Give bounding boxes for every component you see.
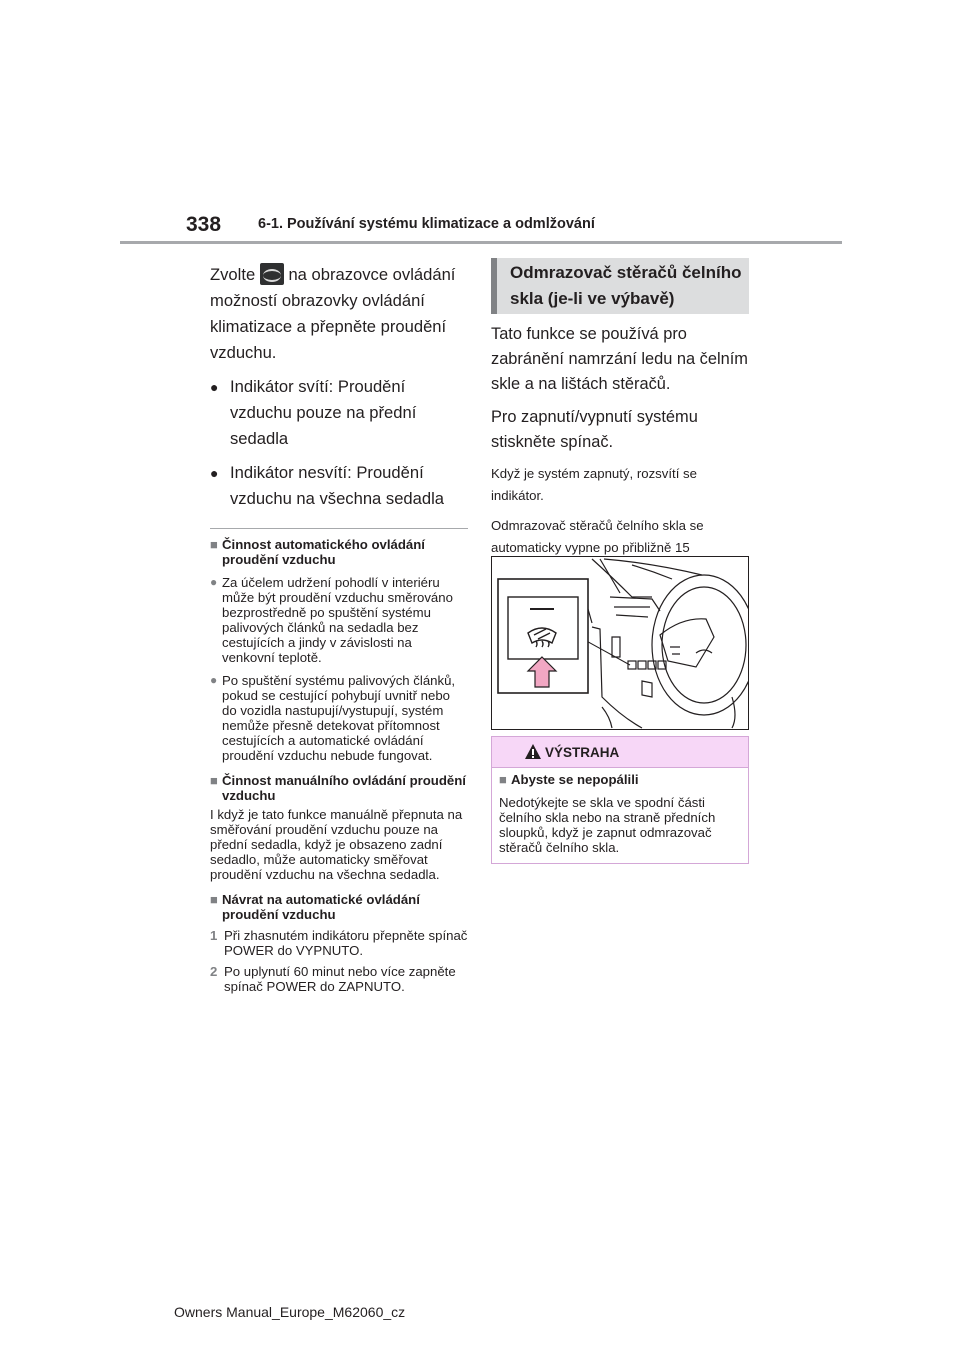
left-column	[210, 262, 468, 994]
body-paragraph: Tato funkce se používá pro zabránění namrzání ledu na čelním skle a na lištách stěračů.	[491, 325, 748, 393]
warning-heading: Abyste se nepopálili	[511, 772, 639, 787]
manual-heading: Činnost manuálního ovládání proudění vzduchu	[222, 773, 466, 803]
circle-bullet-item	[210, 673, 468, 763]
circle-bullet-item	[210, 575, 468, 665]
body-paragraph: Pro zapnutí/vypnutí systému stiskněte spínač.	[491, 408, 698, 451]
step-text: Při zhasnutém indikátoru přepněte spínač POWER do VYPNUTO.	[224, 928, 468, 958]
bullet-dot-icon: ●	[210, 465, 219, 481]
warning-box	[491, 736, 749, 864]
right-column	[491, 258, 749, 581]
intro-after: na obrazovce ovládání možností obrazovky ovládání klimatizace a přepněte proudění vzduchu.	[210, 265, 456, 362]
section-title-box	[491, 258, 749, 314]
step-item	[210, 928, 468, 958]
bullet-item	[210, 460, 468, 512]
square-bullet-icon: ■	[210, 892, 218, 907]
square-bullet-icon: ■	[499, 772, 507, 787]
note-paragraph: Odmrazovač stěračů čelního skla se automaticky vypne po přibližně 15	[491, 518, 704, 555]
intro-before: Zvolte	[210, 265, 256, 284]
warning-body	[492, 768, 748, 855]
return-heading: Návrat na automatické ovládání proudění vzduchu	[222, 892, 420, 922]
step-item	[210, 964, 468, 994]
footer-text: Owners Manual_Europe_M62060_cz	[174, 1304, 406, 1320]
section-title: Odmrazovač stěračů čelního skla (je-li ve výbavě)	[510, 263, 742, 308]
warning-triangle-icon	[524, 743, 542, 760]
auto-item-text: Po spuštění systému palivových článků, pokud se cestující pohybují uvnitř nebo do vozidla nastupují/vystupují, systém nemůže přesně detekovat přítomnost cestujících a automatické ovládání proudění vzduchu nebude fungovat.	[222, 673, 456, 763]
square-bullet-icon: ■	[210, 773, 218, 788]
square-bullet-icon: ■	[210, 537, 218, 552]
step-number: 2	[210, 964, 218, 979]
subheading	[210, 892, 468, 922]
chapter-title: 6-1. Používání systému klimatizace a odmlžování	[258, 216, 595, 232]
auto-item-text: Za účelem udržení pohodlí v interiéru může být proudění vzduchu směrováno bezprostředně po spuštění systému palivových článků na sedadla bez cestujících a jindy v závislosti na venkovní teplotě.	[222, 575, 453, 665]
auto-heading: Činnost automatického ovládání proudění vzduchu	[222, 537, 425, 567]
intro-paragraph	[210, 262, 468, 366]
warning-title: VÝSTRAHA	[545, 745, 620, 760]
section-divider	[210, 528, 468, 529]
circle-bullet-icon: ●	[210, 673, 218, 687]
subheading	[210, 773, 468, 803]
manual-text: I když je tato funkce manuálně přepnuta na směřování proudění vzduchu pouze na přední sedadla, když je obsazeno zadní sedadlo, může automaticky směřovat proudění vzduchu na všechna sedadla.	[210, 807, 463, 882]
step-number: 1	[210, 928, 218, 943]
dashboard-drawing	[492, 557, 748, 729]
dashboard-illustration	[491, 556, 749, 730]
warning-text: Nedotýkejte se skla ve spodní části čelního skla nebo na straně předních sloupků, když je zapnut odmrazovač stěračů čelního skla.	[499, 795, 716, 855]
warning-header	[492, 737, 748, 768]
page-number: 338	[186, 213, 222, 236]
bullet-text: Indikátor nesvítí: Proudění vzduchu na všechna sedadla	[230, 463, 445, 508]
rear-seat-airflow-icon	[260, 263, 284, 285]
bullet-text: Indikátor svítí: Proudění vzduchu pouze na přední sedadla	[230, 377, 417, 448]
warning-subheading	[499, 772, 741, 787]
circle-bullet-icon: ●	[210, 575, 218, 589]
bullet-dot-icon: ●	[210, 379, 219, 395]
subheading	[210, 537, 468, 567]
bullet-item	[210, 374, 468, 452]
header-rule	[120, 241, 842, 244]
step-text: Po uplynutí 60 minut nebo více zapněte spínač POWER do ZAPNUTO.	[224, 964, 456, 994]
note-paragraph: Když je systém zapnutý, rozsvítí se indikátor.	[491, 466, 697, 503]
